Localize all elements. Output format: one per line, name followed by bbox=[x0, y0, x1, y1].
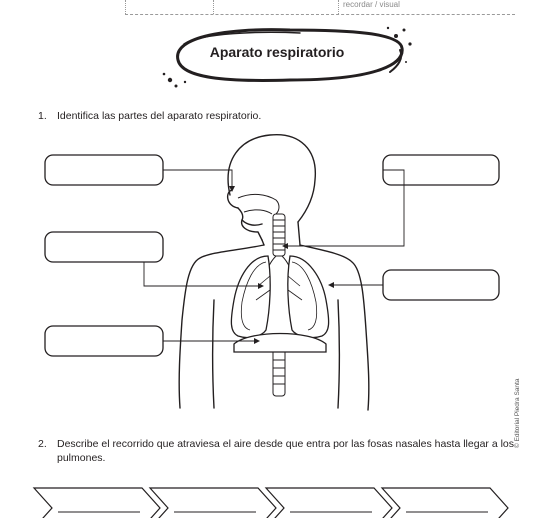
page-title: Aparato respiratorio bbox=[209, 44, 345, 60]
nasal-cavity bbox=[238, 194, 279, 214]
sequence-arrow[interactable] bbox=[266, 488, 392, 518]
question-number: 1. bbox=[38, 110, 47, 122]
sequence-arrow[interactable] bbox=[150, 488, 276, 518]
header-hint: recordar / visual bbox=[343, 0, 400, 9]
label-box[interactable] bbox=[383, 270, 499, 300]
right-lung bbox=[288, 256, 329, 338]
body-outline bbox=[179, 135, 369, 410]
label-box[interactable] bbox=[45, 155, 163, 185]
label-box[interactable] bbox=[45, 326, 163, 356]
sequence-arrow[interactable] bbox=[382, 488, 508, 518]
question-number: 2. bbox=[38, 438, 47, 450]
sequence-arrow[interactable] bbox=[34, 488, 160, 518]
answer-boxes bbox=[45, 155, 499, 356]
sequence-arrows bbox=[34, 488, 508, 518]
question-text: Identifica las partes del aparato respiratorio. bbox=[57, 110, 262, 122]
left-lung bbox=[231, 256, 270, 338]
question-text: Describe el recorrido que atraviesa el aire desde que entra por las fosas nasales hasta llegar a los pulmones. bbox=[57, 438, 515, 464]
label-box[interactable] bbox=[45, 232, 163, 262]
publisher-credit: © Editorial Piedra Santa bbox=[514, 378, 521, 448]
